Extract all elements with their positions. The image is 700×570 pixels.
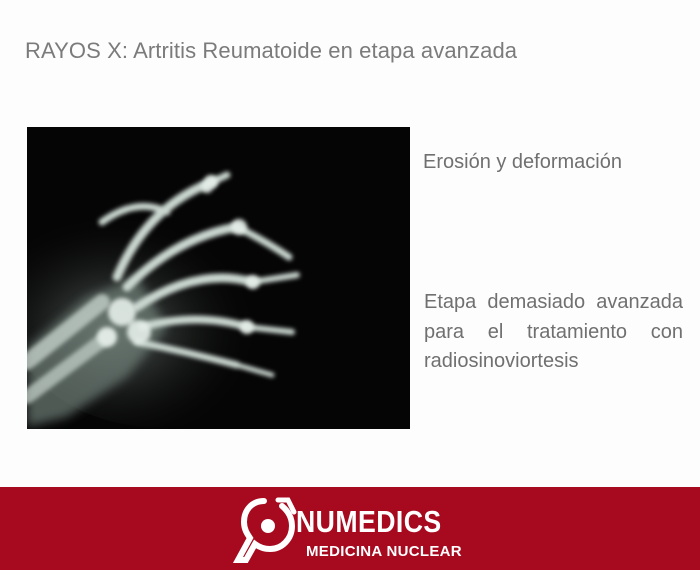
brand-name: NUMEDICS [296, 504, 442, 539]
brand-tagline: MEDICINA NUCLEAR [306, 543, 462, 560]
stage-note: Etapa demasiado avanzada para el tratamiento con radiosinoviortesis [424, 291, 683, 372]
erosion-note: Erosión y deformación [423, 151, 622, 173]
slide-title: RAYOS X: Artritis Reumatoide en etapa avanzada [25, 38, 518, 63]
xray-image [27, 127, 410, 429]
